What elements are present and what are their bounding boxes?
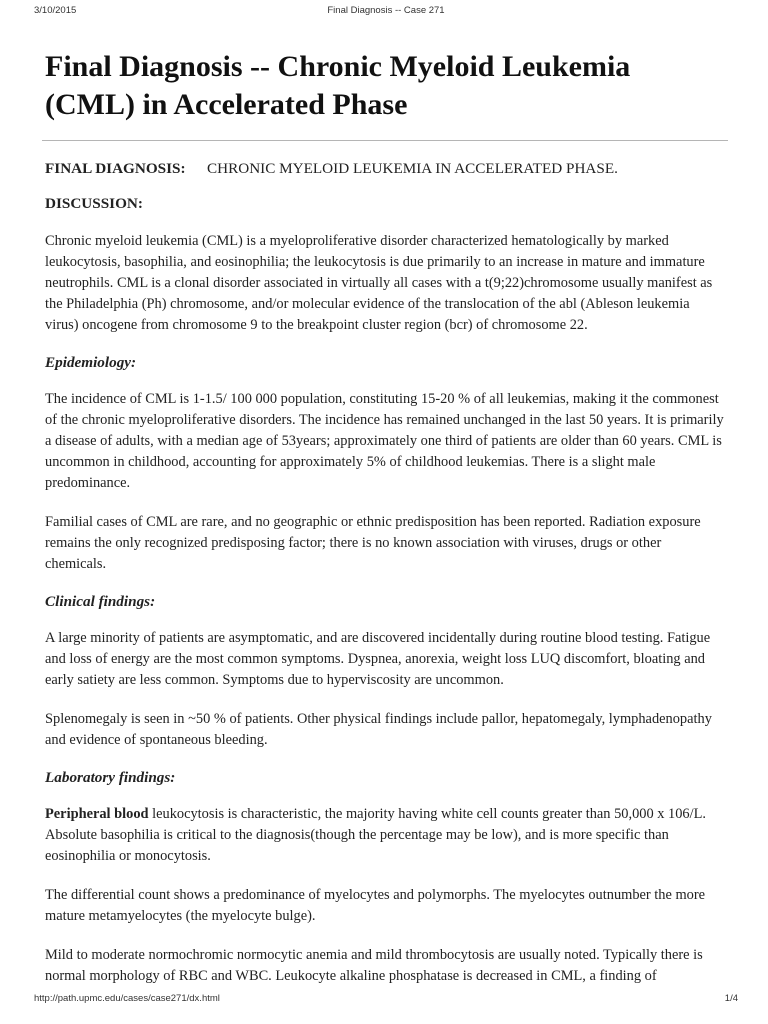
discussion-heading: DISCUSSION: xyxy=(45,195,143,212)
laboratory-paragraph-1-text: leukocytosis is characteristic, the majority having white cell counts greater than 50,000 x 106/L. Absolute basophilia is critical to the diagnosis(though the percentage may be low), and is more specific than eosinophilia or monocytosis. xyxy=(45,806,707,864)
document-body xyxy=(45,48,725,987)
peripheral-blood-label: Peripheral blood xyxy=(45,806,149,822)
print-title: Final Diagnosis -- Case 271 xyxy=(327,5,445,16)
print-header xyxy=(34,5,738,19)
final-diagnosis-label: FINAL DIAGNOSIS: xyxy=(45,160,186,177)
laboratory-paragraph-2: The differential count shows a predominance of myelocytes and polymorphs. The myelocytes outnumber the more mature metamyelocytes (the myelocyte bulge). xyxy=(45,887,706,924)
page-title: Final Diagnosis -- Chronic Myeloid Leukemia (CML) in Accelerated Phase xyxy=(45,50,631,121)
laboratory-paragraph-3: Mild to moderate normochromic normocytic anemia and mild thrombocytosis are usually noted. Typically there is normal morphology of RBC and WBC. Leukocyte alkaline phosphatase is decreased in CML, a finding of xyxy=(45,947,703,984)
title-divider xyxy=(42,140,728,141)
epidemiology-paragraph-2: Familial cases of CML are rare, and no geographic or ethnic predisposition has been reported. Radiation exposure remains the only recognized predisposing factor; there is no known association with viruses, drugs or other chemicals. xyxy=(45,514,701,572)
clinical-paragraph-1: A large minority of patients are asymptomatic, and are discovered incidentally during routine blood testing. Fatigue and loss of energy are the most common symptoms. Dyspnea, anorexia, weight loss LUQ discomfort, bloating and early satiety are less common. Symptoms due to hyperviscosity are uncommon. xyxy=(45,630,711,688)
clinical-findings-heading: Clinical findings: xyxy=(45,593,156,610)
epidemiology-heading: Epidemiology: xyxy=(45,354,137,371)
page-url[interactable]: http://path.upmc.edu/cases/case271/dx.html xyxy=(34,993,220,1004)
final-diagnosis-value: CHRONIC MYELOID LEUKEMIA IN ACCELERATED PHASE. xyxy=(207,160,618,177)
laboratory-paragraph-1 xyxy=(45,804,725,867)
clinical-paragraph-2: Splenomegaly is seen in ~50 % of patients. Other physical findings include pallor, hepatomegaly, lymphadenopathy and evidence of spontaneous bleeding. xyxy=(45,711,712,748)
epidemiology-paragraph-1: The incidence of CML is 1-1.5/ 100 000 population, constituting 15-20 % of all leukemias, making it the commonest of the chronic myeloproliferative disorders. The incidence has remained unchanged in the last 50 years. It is primarily a disease of adults, with a median age of 53years; approximately one third of patients are older than 60 years. CML is uncommon in childhood, accounting for approximately 5% of childhood leukemias. There is a slight male predominance. xyxy=(45,391,724,491)
page-number: 1/4 xyxy=(724,993,738,1004)
final-diagnosis-row xyxy=(45,159,725,179)
print-footer xyxy=(34,993,738,1007)
laboratory-findings-heading: Laboratory findings: xyxy=(45,769,176,786)
discussion-paragraph: Chronic myeloid leukemia (CML) is a myeloproliferative disorder characterized hematologically by marked leukocytosis, basophilia, and eosinophilia; the leukocytosis is due primarily to an increase in mature and immature neutrophils. CML is a clonal disorder associated in virtually all cases with a t(9;22)chromosome usually manifest as the Philadelphia (Ph) chromosome, and/or molecular evidence of the translocation of the abl (Ableson leukemia virus) oncogene from chromosome 9 to the breakpoint cluster region (bcr) of chromosome 22. xyxy=(45,233,713,333)
print-date: 3/10/2015 xyxy=(34,5,77,16)
